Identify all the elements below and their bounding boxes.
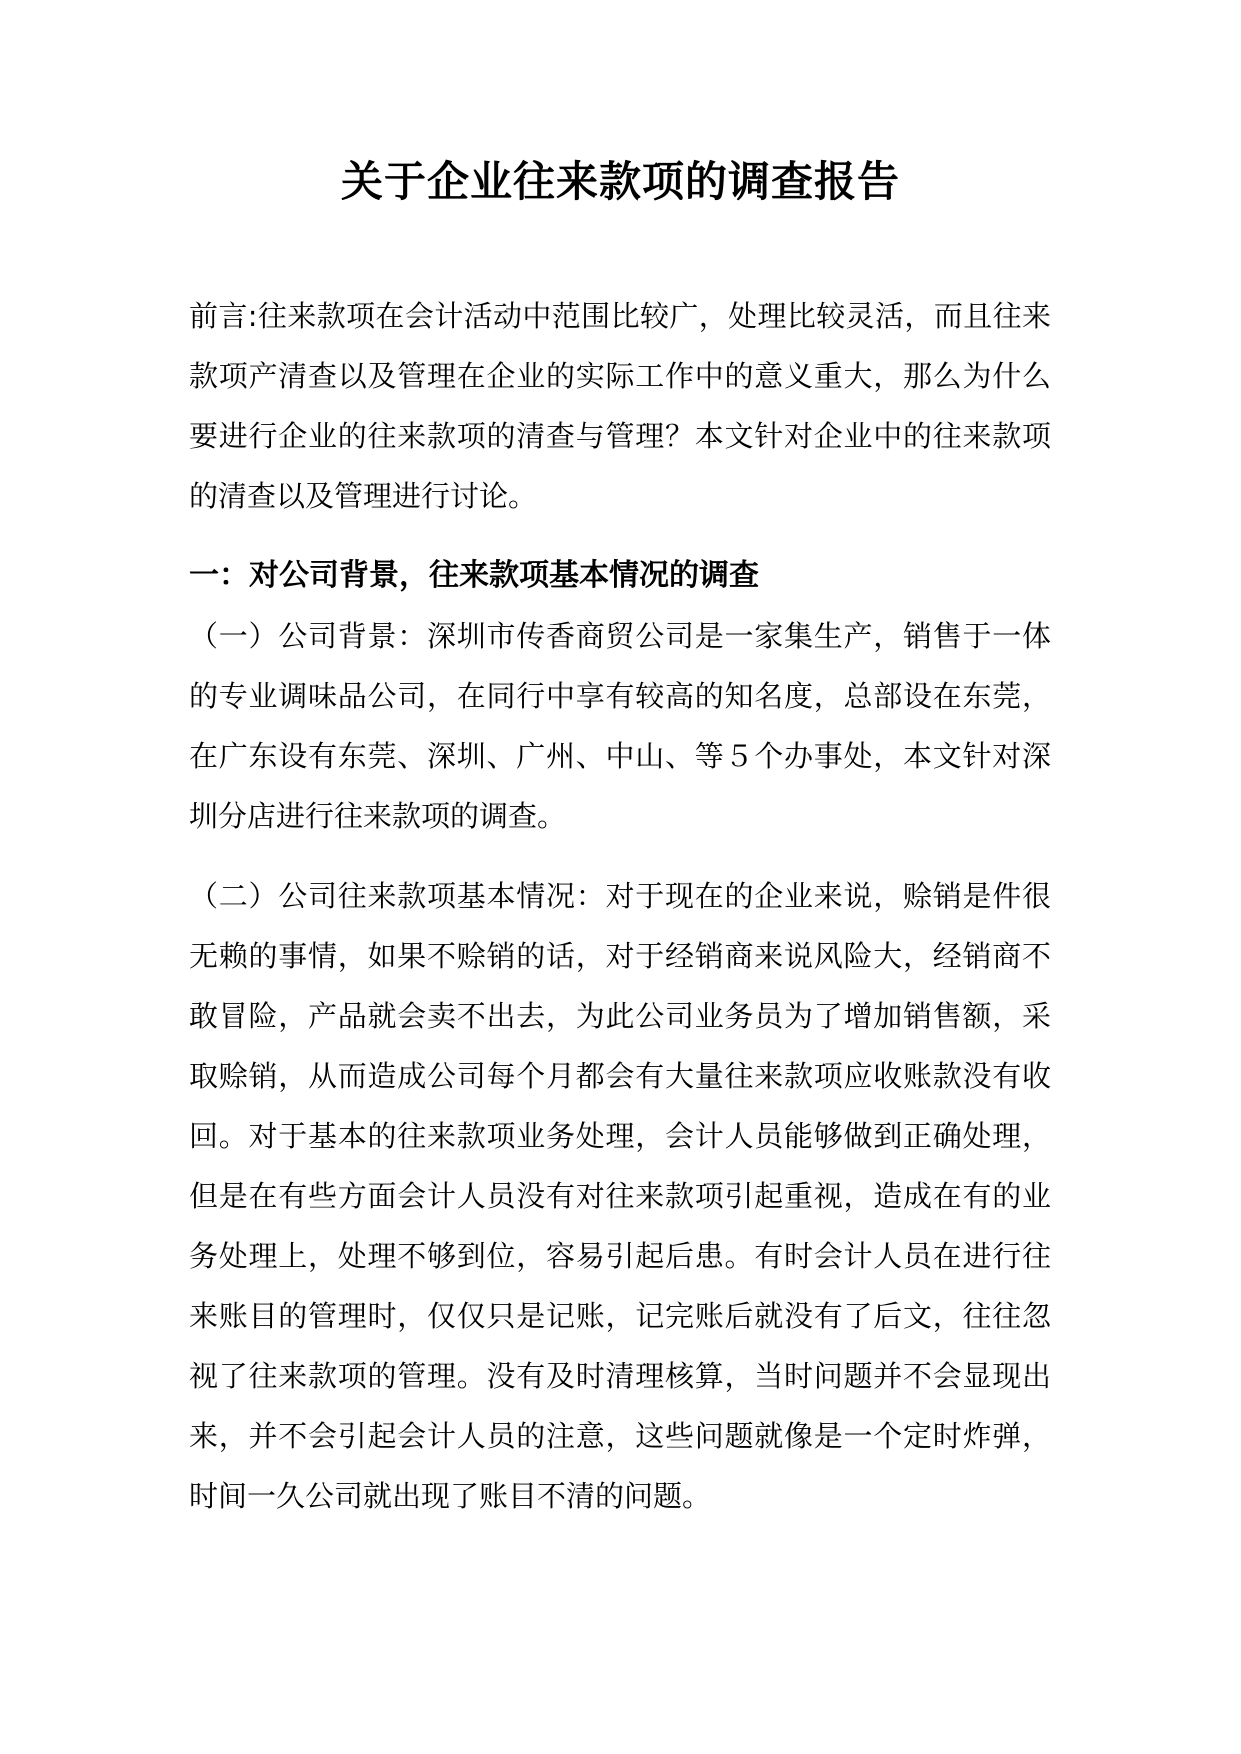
document-title: 关于企业往来款项的调查报告 [340,157,900,206]
section-heading: 一：对公司背景，往来款项基本情况的调查 [189,558,759,593]
preface-label: 前言: [189,299,258,333]
receivables-situation-paragraph: （二）公司往来款项基本情况：对于现在的企业来说，赊销是件很无赖的事情，如果不赊销的话，对于经销商来说风险大，经销商不敢冒险，产品就会卖不出去，为此公司业务员为了增加销售额，采取赊销，从而造成公司每个月都会有大量往来款项应收账款没有收回。对于基本的往来款项业务处理，会计人员能够做到正确处理，但是在有些方面会计人员没有对往来款项引起重视，造成在有的业务处理上，处理不够到位，容易引起后患。有时会计人员在进行往来账目的管理时，仅仅只是记账，记完账后就没有了后文，往往忽视了往来款项的管理。没有及时清理核算，当时问题并不会显现出来，并不会引起会计人员的注意，这些问题就像是一个定时炸弹，时间一久公司就出现了账目不清的问题。 [189,879,1051,1513]
preface-text: 往来款项在会计活动中范围比较广，处理比较灵活，而且往来款项产清查以及管理在企业的实际工作中的意义重大，那么为什么要进行企业的往来款项的清查与管理？本文针对企业中的往来款项的清查以及管理进行讨论。 [189,299,1051,513]
company-background-paragraph: （一）公司背景：深圳市传香商贸公司是一家集生产，销售于一体的专业调味品公司，在同行中享有较高的知名度，总部设在东莞，在广东设有东莞、深圳、广州、中山、等５个办事处，本文针对深圳分店进行往来款项的调查。 [189,619,1051,833]
preface-paragraph [189,286,1051,526]
